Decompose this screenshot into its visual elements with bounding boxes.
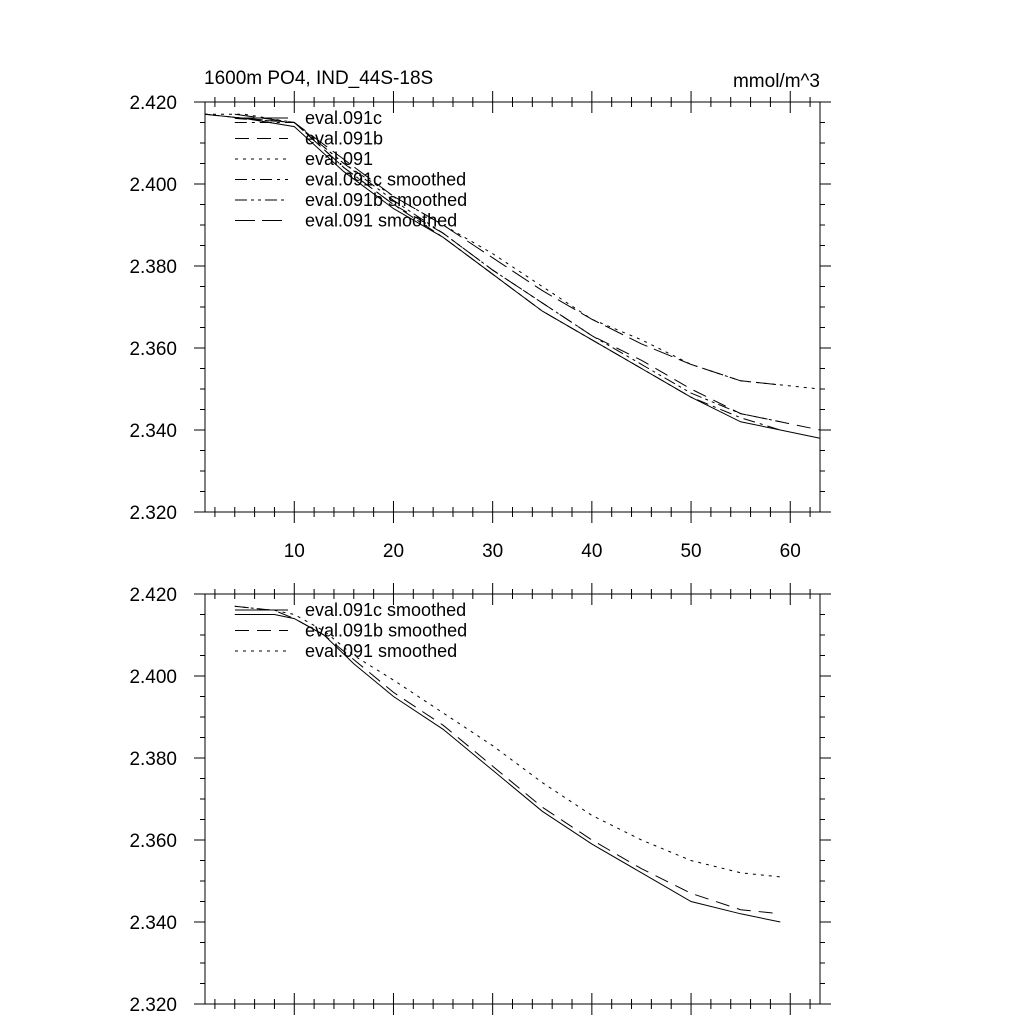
- plot-frame: [205, 102, 820, 512]
- x-tick-label: 30: [482, 541, 504, 562]
- y-tick-label: 2.420: [129, 585, 177, 606]
- top-panel: [129, 68, 831, 562]
- y-tick-label: 2.340: [129, 913, 177, 934]
- y-tick-label: 2.380: [129, 257, 177, 278]
- legend-label: eval.091b: [305, 128, 384, 149]
- plot-frame: [205, 594, 820, 1004]
- legend-label: eval.091c smoothed: [305, 169, 467, 190]
- y-tick-label: 2.400: [129, 175, 177, 196]
- y-tick-label: 2.380: [129, 749, 177, 770]
- series-line: [205, 114, 820, 430]
- series-line: [205, 114, 820, 389]
- x-tick-label: 50: [680, 541, 702, 562]
- x-tick-label: 20: [382, 541, 405, 562]
- y-tick-label: 2.360: [129, 831, 177, 852]
- x-tick-label: 10: [283, 541, 305, 562]
- y-tick-label: 2.320: [129, 995, 177, 1016]
- y-tick-label: 2.420: [129, 93, 177, 114]
- x-tick-label: 40: [581, 541, 603, 562]
- y-tick-label: 2.320: [129, 503, 177, 524]
- legend-label: eval.091b smoothed: [305, 190, 468, 210]
- units-label: mmol/m^3: [732, 71, 820, 92]
- legend-label: eval.091c: [305, 108, 383, 128]
- y-tick-label: 2.360: [129, 339, 177, 360]
- legend-label: eval.091 smoothed: [305, 641, 458, 661]
- chart-title: 1600m PO4, IND_44S-18S: [204, 68, 434, 89]
- legend-label: eval.091b smoothed: [305, 620, 468, 641]
- legend-label: eval.091 smoothed: [305, 210, 458, 231]
- y-tick-label: 2.400: [129, 667, 177, 688]
- legend-label: eval.091c smoothed: [305, 600, 467, 620]
- bottom-panel: [129, 583, 831, 1016]
- y-tick-label: 2.340: [129, 421, 177, 442]
- legend-label: eval.091: [305, 149, 374, 169]
- x-tick-label: 60: [779, 541, 801, 562]
- series-line: [205, 114, 820, 438]
